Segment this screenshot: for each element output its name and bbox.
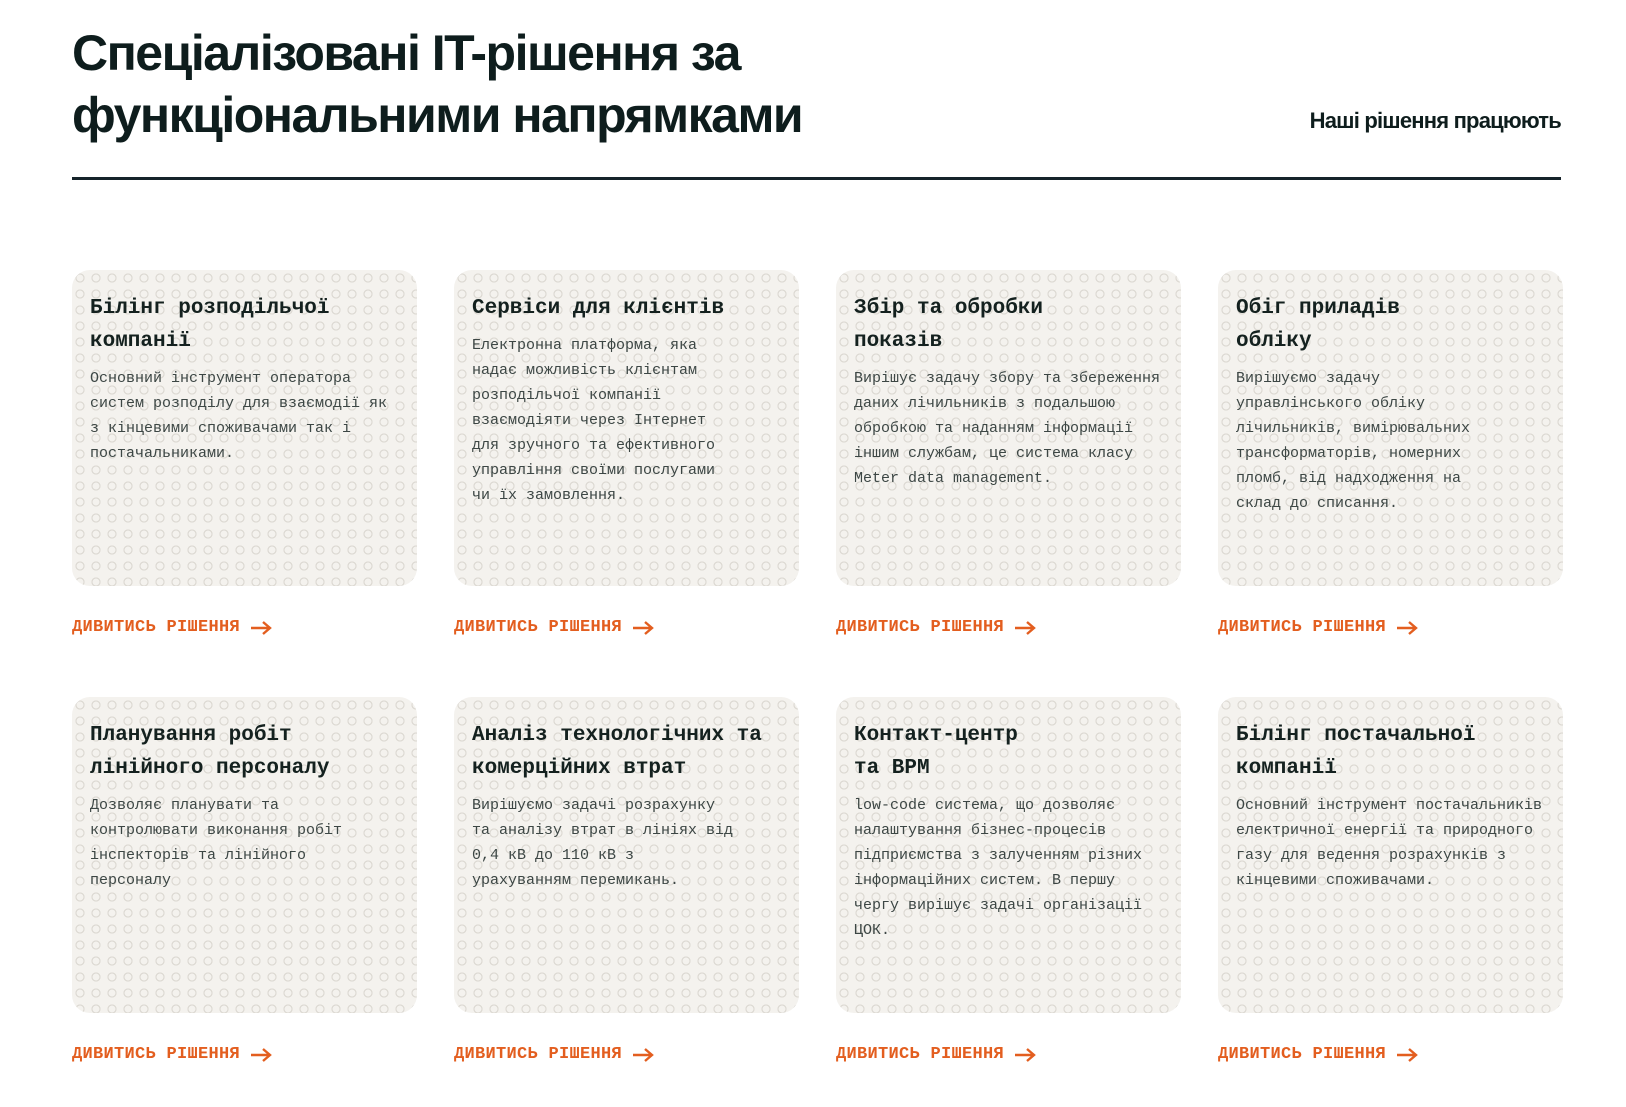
arrow-right-icon [632, 621, 654, 635]
page-header [72, 22, 1561, 182]
page-title-line-2: функціональними напрямками [72, 87, 803, 143]
card-body[interactable] [836, 270, 1181, 586]
card-title: Аналіз технологічних та комерційних втрат [472, 724, 762, 780]
view-solution-link[interactable] [454, 618, 654, 637]
page-title [72, 22, 892, 146]
card-title: Контакт-центр та BPM [854, 724, 1018, 780]
card-description: Вирішує задачу збору та збереження даних лічильників з подальшою обробкою та наданням інформації іншим службам, це система класу Meter data management. [854, 370, 1161, 487]
view-solution-link[interactable] [1218, 618, 1418, 637]
view-solution-label: ДИВИТИСЬ РІШЕННЯ [454, 1045, 623, 1064]
card-title: Білінг розподільчої компанії [90, 297, 330, 353]
solution-card-client-services [454, 270, 799, 637]
solution-card-metering-devices [1218, 270, 1563, 637]
card-description: Електронна платформа, яка надає можливість клієнтам розподільчої компанії взаємодіяти через Інтернет для зручного та ефективного управління своїми послугами чи їх замовлення. [472, 337, 716, 504]
view-solution-link[interactable] [72, 1045, 272, 1064]
card-title: Обіг приладів обліку [1236, 297, 1400, 353]
card-body[interactable] [454, 270, 799, 586]
arrow-right-icon [250, 1048, 272, 1062]
card-description: Дозволяє планувати та контролювати виконання робіт інспекторів та лінійного персоналу [90, 797, 343, 889]
solution-card-billing-distribution [72, 270, 417, 637]
our-solutions-link[interactable]: Наші рішення працюють [1309, 108, 1561, 133]
view-solution-label: ДИВИТИСЬ РІШЕННЯ [1218, 1045, 1387, 1064]
solution-card-billing-supplier [1218, 697, 1563, 1064]
view-solution-link[interactable] [72, 618, 272, 637]
view-solution-label: ДИВИТИСЬ РІШЕННЯ [72, 618, 241, 637]
view-solution-label: ДИВИТИСЬ РІШЕННЯ [836, 1045, 1005, 1064]
solution-card-field-work-planning [72, 697, 417, 1064]
card-description: Основний інструмент оператора систем розподілу для взаємодії як з кінцевими споживачами так і постачальниками. [90, 370, 388, 462]
view-solution-label: ДИВИТИСЬ РІШЕННЯ [72, 1045, 241, 1064]
card-body[interactable] [1218, 697, 1563, 1013]
card-description: low-code система, що дозволяє налаштування бізнес-процесів підприємства з залученням різних інформаційних систем. В першу чергу вирішує задачі організації ЦОК. [854, 797, 1143, 939]
card-title: Білінг постачальної компанії [1236, 724, 1476, 780]
view-solution-link[interactable] [1218, 1045, 1418, 1064]
card-title: Планування робіт лінійного персоналу [90, 724, 330, 780]
card-body[interactable] [72, 270, 417, 586]
solution-card-meter-readings [836, 270, 1181, 637]
solution-card-contact-center-bpm [836, 697, 1181, 1064]
card-title: Збір та обробки показів [854, 297, 1044, 353]
header-divider [72, 177, 1561, 180]
card-body[interactable] [1218, 270, 1563, 586]
card-description: Основний інструмент постачальників електричної енергії та природного газу для ведення розрахунків з кінцевими споживачами. [1236, 797, 1543, 889]
card-body[interactable] [72, 697, 417, 1013]
solution-card-loss-analysis [454, 697, 799, 1064]
card-title: Сервіси для клієнтів [472, 297, 725, 320]
arrow-right-icon [1396, 1048, 1418, 1062]
card-body[interactable] [454, 697, 799, 1013]
arrow-right-icon [632, 1048, 654, 1062]
page-title-line-1: Спеціалізовані IT-рішення за [72, 25, 740, 81]
arrow-right-icon [1396, 621, 1418, 635]
view-solution-label: ДИВИТИСЬ РІШЕННЯ [454, 618, 623, 637]
view-solution-link[interactable] [454, 1045, 654, 1064]
card-description: Вирішуємо задачу управлінського обліку лічильників, вимірювальних трансформаторів, номерних пломб, від надходження на склад до списання. [1236, 370, 1471, 512]
arrow-right-icon [250, 621, 272, 635]
view-solution-link[interactable] [836, 1045, 1036, 1064]
arrow-right-icon [1014, 621, 1036, 635]
card-body[interactable] [836, 697, 1181, 1013]
card-description: Вирішуємо задачі розрахунку та аналізу втрат в лініях від 0,4 кВ до 110 кВ з урахуванням перемикань. [472, 797, 734, 889]
view-solution-label: ДИВИТИСЬ РІШЕННЯ [1218, 618, 1387, 637]
view-solution-label: ДИВИТИСЬ РІШЕННЯ [836, 618, 1005, 637]
arrow-right-icon [1014, 1048, 1036, 1062]
view-solution-link[interactable] [836, 618, 1036, 637]
